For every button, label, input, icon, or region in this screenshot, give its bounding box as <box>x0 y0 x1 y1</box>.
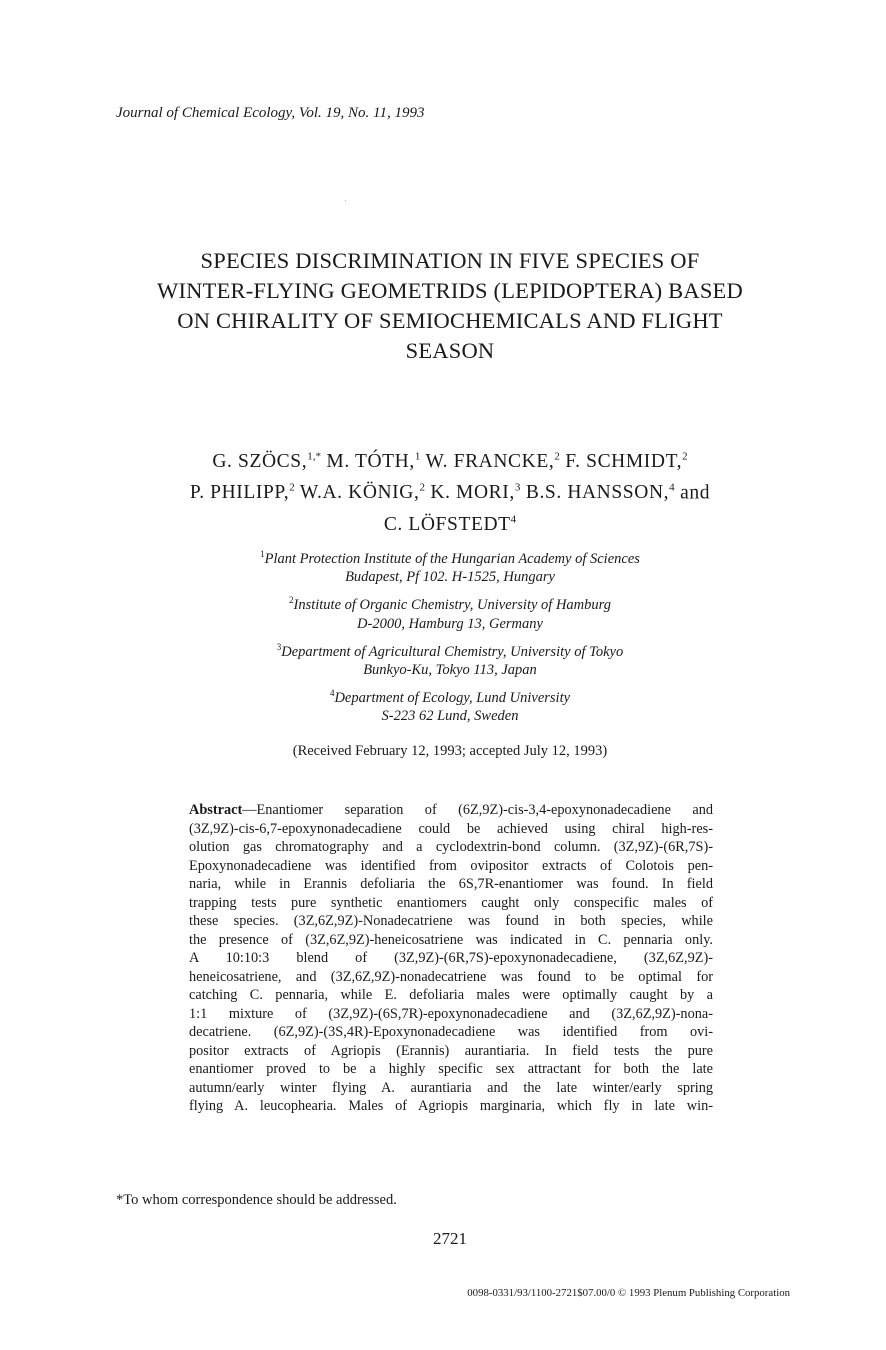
title-line: ON CHIRALITY OF SEMIOCHEMICALS AND FLIGHT <box>177 308 723 333</box>
author: M. TÓTH,$^1$ <box>326 450 421 472</box>
author: W.A. KÖNIG,$^2$ <box>299 481 425 503</box>
author: B.S. HANSSON,$^4$ <box>525 481 675 503</box>
abstract-line: positor extracts of Agriopis (Erannis) aurantiaria. In field tests the pure <box>189 1042 713 1059</box>
abstract-line: trapping tests pure synthetic enantiomers caught only conspecific males of <box>189 894 713 911</box>
abstract-line: naria, while in Erannis defoliaria the 6S,7R-enantiomer was found. In field <box>189 876 713 892</box>
abstract-line: A 10:10:3 blend of (3Z,9Z)-(6R,7S)-epoxynonadecadiene, (3Z,6Z,9Z)- <box>189 950 713 966</box>
author-line <box>100 475 800 507</box>
author: F. SCHMIDT,$^2$ <box>565 450 688 472</box>
affiliation: $^2$Institute of Organic Chemistry, University of Hamburg D-2000, Hamburg 13, Germany <box>289 595 611 632</box>
author: G. SZÖCS,$^{1,*}$ <box>212 450 321 472</box>
conjunction: and <box>680 482 711 503</box>
author-line <box>100 443 800 475</box>
abstract-line: Epoxynonadecadiene was identified from ovipositor extracts of Colotois pen- <box>189 857 713 874</box>
author-list <box>100 443 800 538</box>
affiliation: $^4$Department of Ecology, Lund University S-223 62 Lund, Sweden <box>329 688 571 725</box>
correspondence-footnote: *To whom correspondence should be addressed. <box>116 1192 397 1208</box>
affiliation: $^1$Plant Protection Institute of the Hungarian Academy of Sciences Budapest, Pf 102. H-1525, Hungary <box>260 549 640 586</box>
abstract-line: decatriene. (6Z,9Z)-(3S,4R)-Epoxynonadecadiene was identified from ovi- <box>189 1024 713 1040</box>
abstract-line: Abstract—Enantiomer separation of (6Z,9Z)-cis-3,4-epoxynonadecadiene and <box>189 802 713 818</box>
abstract-line: flying A. leucophearia. Males of Agriopis marginaria, which fly in late win- <box>189 1098 713 1114</box>
abstract <box>189 801 713 1116</box>
abstract-line: catching C. pennaria, while E. defoliaria males were optimally caught by a <box>189 987 713 1003</box>
author-line <box>100 506 800 538</box>
page-number: 2721 <box>433 1229 467 1248</box>
abstract-line: enantiomer proved to be a highly specific sex attractant for both the late <box>189 1061 713 1077</box>
author: C. LÖFSTEDT$^4$ <box>383 513 517 535</box>
affiliations <box>150 545 750 731</box>
abstract-line: olution gas chromatography and a cyclodextrin-bond column. (3Z,9Z)-(6R,7S)- <box>189 839 713 855</box>
abstract-line: 1:1 mixture of (3Z,9Z)-(6S,7R)-epoxynonadecadiene and (3Z,6Z,9Z)-nona- <box>189 1005 713 1022</box>
author: W. FRANCKE,$^2$ <box>425 450 560 472</box>
received-dates: (Received February 12, 1993; accepted July 12, 1993) <box>292 743 608 759</box>
abstract-line: the presence of (3Z,6Z,9Z)-heneicosatriene was indicated in C. pennaria only. <box>189 931 713 948</box>
abstract-line: (3Z,9Z)-cis-6,7-epoxynonadecadiene could be achieved using chiral high-res- <box>189 820 713 837</box>
abstract-line: autumn/early winter flying A. aurantiaria and the late winter/early spring <box>189 1079 713 1096</box>
journal-citation: Journal of Chemical Ecology, Vol. 19, No. 11, 1993 <box>116 105 425 121</box>
abstract-heading: Abstract <box>189 802 243 818</box>
scan-speck <box>345 200 346 201</box>
copyright-line: 0098-0331/93/1100-2721$07.00/0 © 1993 Plenum Publishing Corporation <box>467 1287 790 1299</box>
abstract-line: these species. (3Z,6Z,9Z)-Nonadecatriene was found in both species, while <box>189 913 713 929</box>
author: K. MORI,$^3$ <box>430 481 521 503</box>
affiliation: $^3$Department of Agricultural Chemistry, University of Tokyo Bunkyo-Ku, Tokyo 113, Japan <box>276 641 624 678</box>
author: P. PHILIPP,$^2$ <box>189 481 295 503</box>
title-line: SEASON <box>405 338 495 363</box>
title-line: WINTER-FLYING GEOMETRIDS (LEPIDOPTERA) BASED <box>157 278 743 303</box>
title-line: SPECIES DISCRIMINATION IN FIVE SPECIES OF <box>200 248 700 273</box>
paper-title <box>100 246 800 366</box>
abstract-line: heneicosatriene, and (3Z,6Z,9Z)-nonadecatriene was found to be optimal for <box>189 968 713 985</box>
